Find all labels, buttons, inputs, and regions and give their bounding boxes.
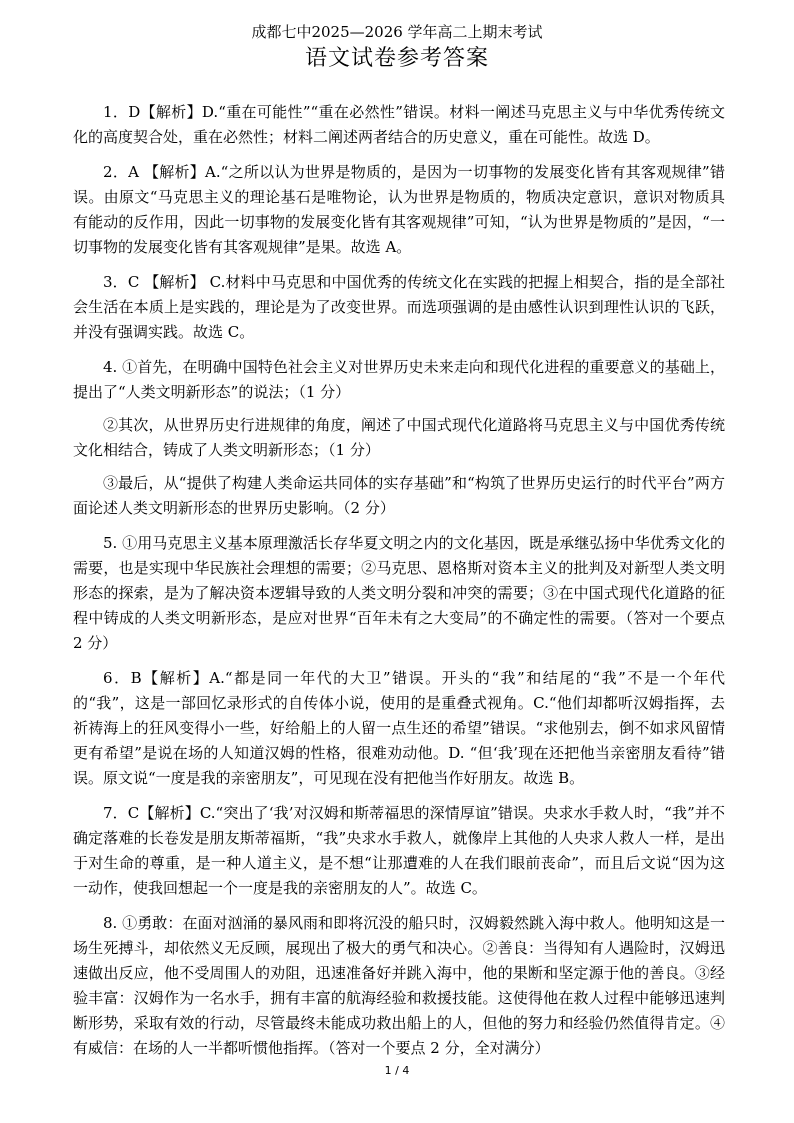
- answer-6: 6．B【解析】A.“都是同一年代的大卫”错误。开头的“我”和结尾的“我”不是一个年代的“我”，这是一部回忆录形式的自传体小说，使用的是重叠式视角。C.“他们却都听汉姆指挥，去祈祷海上的狂风变得小一些，好给船上的人留一点生还的希望”错误。“求他别去，倒不如求风留情更有希望”是说在场的人知道汉姆的性格，很难劝动他。D. “但‘我’现在还把他当亲密朋友看待”错误。原文说“一度是我的亲密朋友”，可见现在没有把他当作好朋友。故选 B。: [73, 669, 725, 787]
- answer-4-point-2: ②其次，从世界历史行进规律的角度，阐述了中国式现代化道路将马克思主义与中国优秀传统文化相结合，铸成了人类文明新形态；（1 分）: [73, 416, 725, 459]
- exam-subtitle: 成都七中2025—2026 学年高二上期末考试: [251, 23, 543, 41]
- answer-3: 3．C 【解析】 C.材料中马克思和中国优秀的传统文化在实践的把握上相契合，指的是全部社会生活在本质上是实践的，理论是为了改变世界。而选项强调的是由感性认识到理性认识的飞跃，并没有强调实践。故选 C。: [73, 273, 725, 341]
- answer-8: 8. ①勇敢：在面对汹涌的暴风雨和即将沉没的船只时，汉姆毅然跳入海中救人。他明知这是一场生死搏斗，却依然义无反顾，展现出了极大的勇气和决心。②善良：当得知有人遇险时，汉姆迅速做出反应，他不受周围人的劝阻，迅速准备好并跳入海中，他的果断和坚定源于他的善良。③经验丰富：汉姆作为一名水手，拥有丰富的航海经验和救援技能。这使得他在救人过程中能够迅速判断形势，采取有效的行动，尽管最终未能成功救出船上的人，但他的努力和经验仍然值得肯定。④有威信：在场的人一半都听惯他指挥。（答对一个要点 2 分，全对满分）: [73, 914, 725, 1057]
- page-title: 语文试卷参考答案: [304, 46, 489, 71]
- answer-2: 2．A 【解析】A.“之所以认为世界是物质的，是因为一切事物的发展变化皆有其客观规律”错误。由原文“马克思主义的理论基石是唯物论，认为世界是物质的，物质决定意识，意识对物质具有能动的反作用，因此一切事物的发展变化皆有其客观规律”可知，“认为世界是物质的”是因，“一切事物的发展变化皆有其客观规律”是果。故选 A。: [73, 163, 725, 256]
- answer-list: [73, 100, 725, 1071]
- answer-4-point-3: ③最后，从“提供了构建人类命运共同体的实存基础”和“构筑了世界历史运行的时代平台”两方面论述人类文明新形态的世界历史影响。（2 分）: [73, 474, 725, 517]
- answer-4-point-1: 4. ①首先，在明确中国特色社会主义对世界历史未来走向和现代化进程的重要意义的基础上，提出了“人类文明新形态”的说法；（1 分）: [73, 358, 725, 401]
- answer-5: 5. ①用马克思主义基本原理激活长存华夏文明之内的文化基因，既是承继弘扬中华优秀文化的需要，也是实现中华民族社会理想的需要；②马克思、恩格斯对资本主义的批判及对新型人类文明形态的探索，是为了解决资本逻辑导致的人类文明分裂和冲突的需要；③在中国式现代化道路的征程中铸成的人类文明新形态，是应对世界“百年未有之大变局”的不确定性的需要。（答对一个要点 2 分）: [73, 534, 725, 652]
- answer-7: 7．C【解析】C.“突出了‘我’对汉姆和斯蒂福思的深情厚谊”错误。央求水手救人时，“我”并不确定落难的长卷发是朋友斯蒂福斯，“我”央求水手救人，就像岸上其他的人央求人救人一样，是出于对生命的尊重，是一种人道主义，是不想“让那遭难的人在我们眼前丧命”，而且后文说“因为这一动作，使我回想起一个一度是我的亲密朋友的人”。故选 C。: [73, 804, 725, 897]
- page-number: 1 / 4: [384, 1064, 410, 1077]
- answer-1: 1．D【解析】D.“重在可能性”“重在必然性”错误。材料一阐述马克思主义与中华优秀传统文化的高度契合处，重在必然性；材料二阐述两者结合的历史意义，重在可能性。故选 D。: [73, 103, 725, 146]
